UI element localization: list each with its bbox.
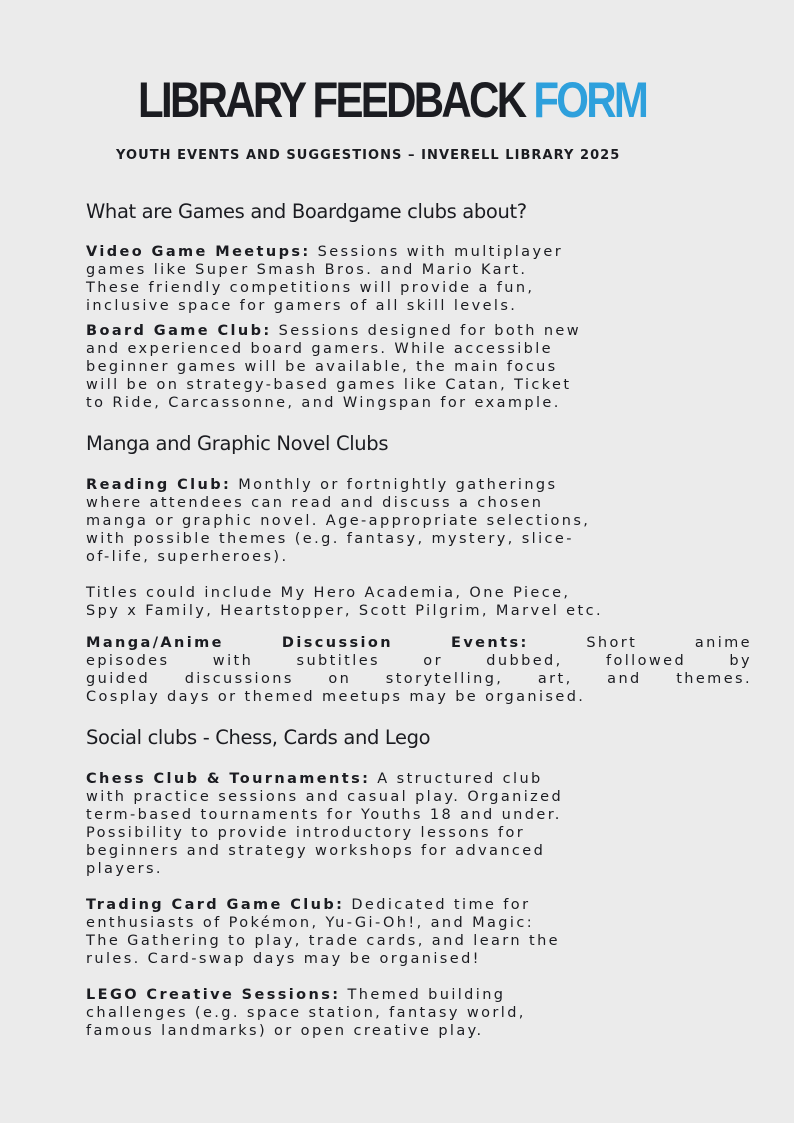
item-first-line: LEGO Creative Sessions: Themed building [86,987,506,1003]
item-line: players. [86,861,163,877]
item-line: with possible themes (e.g. fantasy, mystery, slice- [86,531,574,547]
section-heading-manga: Manga and Graphic Novel Clubs [86,432,389,455]
item-label: Video Game Meetups: [86,244,311,260]
item-first-line: Trading Card Game Club: Dedicated time for [86,897,531,913]
item-line: and experienced board gamers. While accessible [86,341,553,357]
item-board-game-club [86,322,581,412]
item-first-line: Chess Club & Tournaments: A structured club [86,771,543,787]
item-line: games like Super Smash Bros. and Mario Kart. [86,262,528,278]
section-heading-social: Social clubs - Chess, Cards and Lego [86,726,431,749]
item-line: with practice sessions and casual play. Organized [86,789,564,805]
item-line: of-life, superheroes). [86,549,289,565]
item-titles-list [86,584,603,620]
page-subtitle: YOUTH EVENTS AND SUGGESTIONS – INVERELL LIBRARY 2025 [116,148,621,163]
item-line: Cosplay days or themed meetups may be organised. [86,689,586,705]
item-label: Board Game Club: [86,323,272,339]
item-label: LEGO Creative Sessions: [86,987,341,1003]
item-chess-club [86,770,563,878]
item-label: Reading Club: [86,477,232,493]
item-line: manga or graphic novel. Age-appropriate selections, [86,513,591,529]
item-line: episodes with subtitles or dubbed, followed by [86,653,752,669]
item-label: Chess Club & Tournaments: [86,771,371,787]
item-first-line: Manga/Anime Discussion Events: Short anime [86,635,752,651]
item-first-line: Video Game Meetups: Sessions with multiplayer [86,244,564,260]
item-first-line: Board Game Club: Sessions designed for both new [86,323,581,339]
item-line: guided discussions on storytelling, art, and themes. [86,671,752,687]
item-line: inclusive space for gamers of all skill levels. [86,298,518,314]
item-line: enthusiasts of Pokémon, Yu-Gi-Oh!, and Magic: [86,915,534,931]
title-accent: FORM [533,72,647,128]
item-lego-creative-sessions [86,986,526,1040]
item-line: Titles could include My Hero Academia, One Piece, [86,585,571,601]
item-line: These friendly competitions will provide a fun, [86,280,535,296]
page-title [138,68,646,132]
item-line: to Ride, Carcassonne, and Wingspan for example. [86,395,561,411]
item-video-game-meetups [86,243,563,315]
section-heading-games: What are Games and Boardgame clubs about? [86,200,527,223]
item-line: term-based tournaments for Youths 18 and under. [86,807,562,823]
item-line: where attendees can read and discuss a chosen [86,495,544,511]
item-first-line: Reading Club: Monthly or fortnightly gatherings [86,477,558,493]
item-label: Trading Card Game Club: [86,897,345,913]
item-line: will be on strategy-based games like Catan, Ticket [86,377,572,393]
item-line: beginner games will be available, the main focus [86,359,558,375]
title-main: LIBRARY FEEDBACK [138,72,534,128]
item-manga-anime-discussion [86,634,752,706]
item-line: Possibility to provide introductory lessons for [86,825,526,841]
item-line: beginners and strategy workshops for advanced [86,843,546,859]
item-label: Manga/Anime Discussion Events: [86,635,529,651]
item-line: challenges (e.g. space station, fantasy world, [86,1005,526,1021]
item-trading-card-club [86,896,560,968]
item-line: rules. Card-swap days may be organised! [86,951,481,967]
item-reading-club [86,476,590,566]
item-line: Spy x Family, Heartstopper, Scott Pilgrim, Marvel etc. [86,603,603,619]
item-line: The Gathering to play, trade cards, and learn the [86,933,561,949]
item-line: famous landmarks) or open creative play. [86,1023,484,1039]
